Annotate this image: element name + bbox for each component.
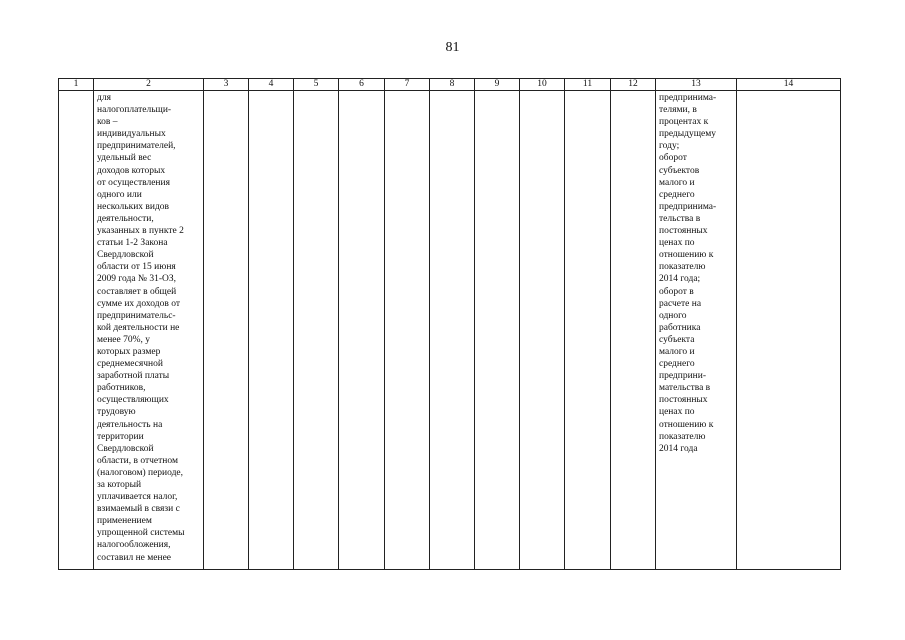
column-header-4: 4	[249, 79, 294, 91]
cell-col-1	[59, 91, 94, 570]
cell-col-8	[430, 91, 475, 570]
cell-col-2-text: для налогоплательщи- ков – индивидуальных предпринимателей, удельный вес доходов которых от осуществления одного или нескольких видов деятельности, указанных в пункте 2 статьи 1-2 Закона Свердловской области от 15 июня 2009 года № 31-ОЗ, составляет в общей сумме их доходов от предпринимательс- кой деятельности не менее 70%, у которых размер среднемесячной заработной платы работников, осуществляющих трудовую деятельность на территории Свердловской области, в отчетном (налоговом) периоде, за который уплачивается налог, взимаемый в связи с применением упрощенной системы налогообложения, составил не менее	[97, 93, 185, 563]
data-table	[58, 78, 841, 570]
cell-col-14	[737, 91, 841, 570]
cell-col-10	[520, 91, 565, 570]
cell-col-13-text: предпринима- телями, в процентах к предыдущему году; оборот субъектов малого и среднего предпринима- тельства в постоянных ценах по отношению к показателю 2014 года; оборот в расчете на одного работника субъекта малого и среднего предприни- мательства в постоянных ценах по отношению к показателю 2014 года	[659, 93, 717, 454]
cell-col-4	[249, 91, 294, 570]
table-row	[59, 91, 841, 570]
cell-col-9	[475, 91, 520, 570]
cell-col-3	[204, 91, 249, 570]
column-header-8: 8	[430, 79, 475, 91]
cell-col-11	[565, 91, 611, 570]
cell-col-7	[385, 91, 430, 570]
cell-col-12	[611, 91, 656, 570]
column-header-11: 11	[565, 79, 611, 91]
column-header-13: 13	[656, 79, 737, 91]
column-header-12: 12	[611, 79, 656, 91]
column-header-5: 5	[294, 79, 339, 91]
cell-col-13	[656, 91, 737, 570]
column-header-9: 9	[475, 79, 520, 91]
cell-col-6	[339, 91, 385, 570]
column-header-10: 10	[520, 79, 565, 91]
cell-col-5	[294, 91, 339, 570]
column-header-1: 1	[59, 79, 94, 91]
column-header-7: 7	[385, 79, 430, 91]
column-header-3: 3	[204, 79, 249, 91]
page-number: 81	[445, 40, 460, 55]
table-header-row	[59, 79, 841, 91]
cell-col-2	[94, 91, 204, 570]
column-header-6: 6	[339, 79, 385, 91]
column-header-14: 14	[737, 79, 841, 91]
column-header-2: 2	[94, 79, 204, 91]
